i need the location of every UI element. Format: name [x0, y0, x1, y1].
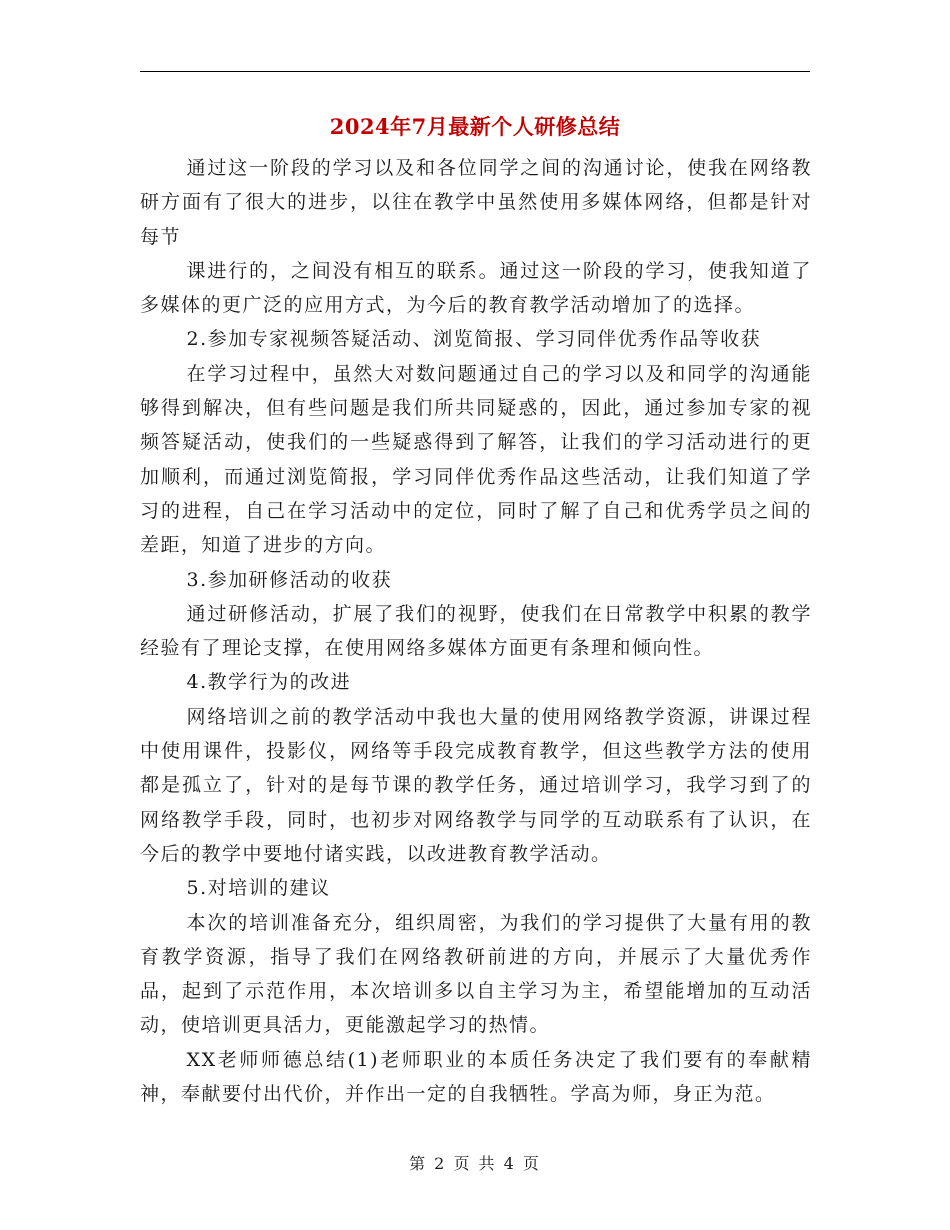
paragraph: 课进行的，之间没有相互的联系。通过这一阶段的学习，使我知道了多媒体的更广泛的应用方式，为今后的教育教学活动增加了的选择。 [140, 259, 812, 317]
paragraph: 在学习过程中，虽然大对数问题通过自己的学习以及和同学的沟通能够得到解决，但有些问题是我们所共同疑惑的，因此，通过参加专家的视频答疑活动，使我们的一些疑惑得到了解答，让我们的学习活动进行的更加顺利，而通过浏览简报，学习同伴优秀作品这些活动，让我们知道了学习的进程，自己在学习活动中的定位，同时了解了自己和优秀学员之间的差距，知道了进步的方向。 [140, 362, 812, 557]
page-number-footer: 第 2 页 共 4 页 [409, 1154, 541, 1173]
section-heading: 5.对培训的建议 [186, 877, 331, 900]
paragraph: 通过研修活动，扩展了我们的视野，使我们在日常教学中积累的教学经验有了理论支撑，在使用网络多媒体方面更有条理和倾向性。 [140, 602, 812, 660]
section-heading: 4.教学行为的改进 [186, 671, 352, 694]
document-body [140, 151, 812, 1111]
header-rule [140, 71, 810, 72]
paragraph: 网络培训之前的教学活动中我也大量的使用网络教学资源，讲课过程中使用课件，投影仪，网络等手段完成教育教学，但这些教学方法的使用都是孤立了，针对的是每节课的教学任务，通过培训学习，我学习到了的网络教学手段，同时，也初步对网络教学与同学的互动联系有了认识，在今后的教学中要地付诸实践，以改进教育教学活动。 [140, 705, 812, 865]
paragraph: 通过这一阶段的学习以及和各位同学之间的沟通讨论，使我在网络教研方面有了很大的进步，以往在教学中虽然使用多媒体网络，但都是针对每节 [140, 157, 812, 248]
paragraph: 本次的培训准备充分，组织周密，为我们的学习提供了大量有用的教育教学资源，指导了我们在网络教研前进的方向，并展示了大量优秀作品，起到了示范作用，本次培训多以自主学习为主，希望能增加的互动活动，使培训更具活力，更能激起学习的热情。 [140, 911, 812, 1037]
section-heading: 2.参加专家视频答疑活动、浏览简报、学习同伴优秀作品等收获 [186, 328, 762, 351]
section-heading: 3.参加研修活动的收获 [186, 568, 393, 591]
document-title: 2024年7月最新个人研修总结 [329, 114, 621, 139]
paragraph: XX老师师德总结(1)老师职业的本质任务决定了我们要有的奉献精神，奉献要付出代价，并作出一定的自我牺牲。学高为师，身正为范。 [140, 1048, 812, 1106]
